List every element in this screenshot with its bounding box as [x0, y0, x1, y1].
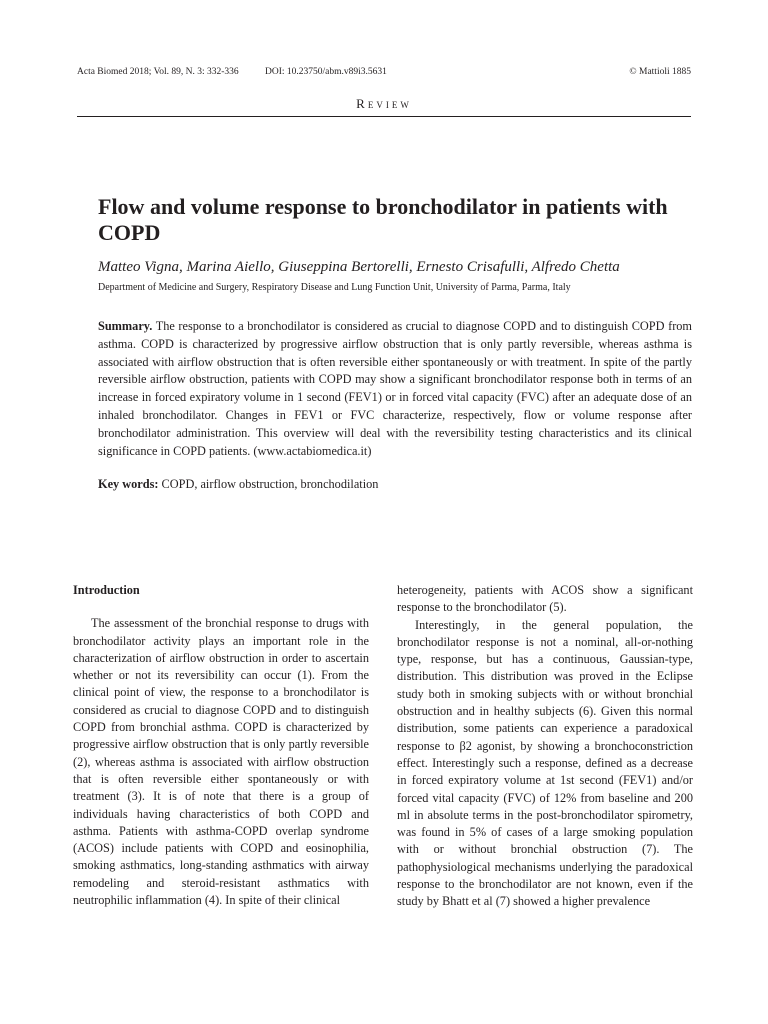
affiliation: Department of Medicine and Surgery, Respiratory Disease and Lung Function Unit, University of Parma, Parma, Italy: [98, 282, 571, 293]
keywords-text: COPD, airflow obstruction, bronchodilation: [158, 477, 379, 491]
author-list: Matteo Vigna, Marina Aiello, Giuseppina Bertorelli, Ernesto Crisafulli, Alfredo Chetta: [98, 259, 620, 275]
running-header: [77, 67, 691, 77]
keywords: [98, 477, 692, 492]
doi[interactable]: DOI: 10.23750/abm.v89i3.5631: [265, 67, 387, 77]
abstract-label: Summary.: [98, 319, 153, 333]
section-label: Review: [356, 96, 412, 111]
header-rule: [77, 116, 691, 117]
article-title: Flow and volume response to bronchodilator in patients with COPD: [98, 194, 668, 245]
body-column-left: [73, 582, 369, 909]
keywords-label: Key words:: [98, 477, 159, 491]
body-column-right: [397, 582, 693, 911]
body-paragraph: The assessment of the bronchial response to drugs with bronchodilator activity plays an important role in the characterization of airflow obstruction in order to ascertain whether or not its reversibility can occur (1). From the clinical point of view, the response to a bronchodilator is considered as crucial to diagnose COPD and to distinguish COPD from bronchial asthma. COPD is characterized by progressive airflow obstruction that is only partly reversible (2), whereas asthma is associated with airflow obstruction that is often reversible either spontaneously or with treatment (3). It is of note that there is a group of individuals having characteristics of both COPD and asthma. Patients with asthma-COPD overlap syndrome (ACOS) include patients with COPD and eosinophilia, smoking asthmatics, long-standing asthmatics with airway remodeling and steroid-resistant asthmatics with neutrophilic inflammation (4). In spite of their clinical: [73, 616, 369, 908]
section-heading-introduction: Introduction: [73, 583, 140, 597]
body-paragraph: Interestingly, in the general population, the bronchodilator response is not a nominal, all-or-nothing type, response, but has a continuous, Gaussian-type, distribution. This distribution was proved in the Eclipse study both in smoking subjects with or without bronchial obstruction and in healthy subjects (6). Given this normal distribution, some patients can experience a paradoxical response to β2 agonist, by showing a bronchoconstriction effect. Interestingly such a response, defined as a decrease in forced expiratory volume at 1st second (FEV1) and/or forced vital capacity (FVC) of 12% from baseline and 200 ml in absolute terms in the post-bronchodilator spirometry, was found in 5% of cases of a large smoking population with or without bronchial obstruction (7). The pathophysiological mechanisms underlying the paradoxical response to the bronchodilator are not known, even if the study by Bhatt et al (7) showed a higher prevalence: [397, 617, 693, 909]
body-paragraph: heterogeneity, patients with ACOS show a significant response to the bronchodilator (5).: [397, 583, 693, 615]
copyright: © Mattioli 1885: [629, 67, 691, 77]
journal-reference: Acta Biomed 2018; Vol. 89, N. 3: 332-336: [77, 67, 239, 77]
abstract-text: The response to a bronchodilator is considered as crucial to diagnose COPD and to distinguish COPD from asthma. COPD is characterized by progressive airflow obstruction that is only partly reversible, whereas asthma is associated with airflow obstruction that is often reversible either spontaneously or with treatment. In spite of the partly reversible airflow obstruction, patients with COPD may show a significant bronchodilator response both in terms of an increase in forced expiratory volume in 1 second (FEV1) or in forced vital capacity (FVC) after an adequate dose of an inhaled bronchodilator. Changes in FEV1 or FVC characterize, respectively, flow or volume response after bronchodilator administration. This overview will deal with the reversibility testing characteristics and its clinical significance in COPD patients. (www.actabiomedica.it): [98, 319, 692, 458]
abstract: [98, 318, 692, 460]
